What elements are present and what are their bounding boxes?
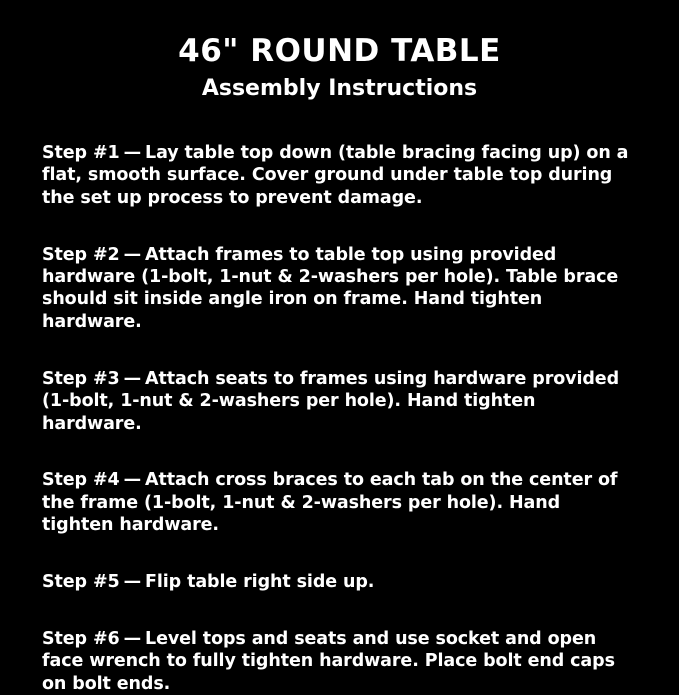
step-text: Attach cross braces to each tab on the center of the frame (1-bolt, 1-nut & 2-washers per hole). Hand tighten hardware.	[42, 470, 618, 536]
step-label: Step #6	[42, 628, 120, 649]
step-label: Step #1	[42, 142, 120, 163]
step-text: Attach seats to frames using hardware provided (1-bolt, 1-nut & 2-washers per hole). Hand tighten hardware.	[42, 368, 619, 434]
step-item	[42, 142, 637, 209]
step-label: Step #5	[42, 572, 120, 593]
step-separator: —	[123, 368, 142, 389]
step-label: Step #2	[42, 244, 120, 265]
step-separator: —	[123, 470, 142, 491]
page-title: 46" ROUND TABLE	[178, 33, 501, 69]
step-separator: —	[123, 244, 142, 265]
step-item	[42, 244, 637, 334]
step-item	[42, 469, 637, 536]
page-subtitle: Assembly Instructions	[201, 76, 478, 102]
step-text: Attach frames to table top using provided hardware (1-bolt, 1-nut & 2-washers per hole). Table brace should sit inside angle iron on frame. Hand tighten hardware.	[42, 244, 619, 332]
step-separator: —	[123, 142, 142, 163]
step-text: Level tops and seats and use socket and open face wrench to fully tighten hardware. Place bolt end caps on bolt ends.	[42, 628, 615, 694]
step-text: Flip table right side up.	[145, 572, 375, 593]
step-label: Step #4	[42, 470, 120, 491]
step-item	[42, 628, 637, 695]
steps-list	[42, 124, 637, 695]
step-separator: —	[123, 572, 142, 593]
step-item	[42, 368, 637, 435]
step-item	[42, 571, 637, 593]
step-label: Step #3	[42, 368, 120, 389]
step-separator: —	[123, 628, 142, 649]
step-text: Lay table top down (table bracing facing up) on a flat, smooth surface. Cover ground under table top during the set up process to prevent damage.	[42, 142, 629, 208]
